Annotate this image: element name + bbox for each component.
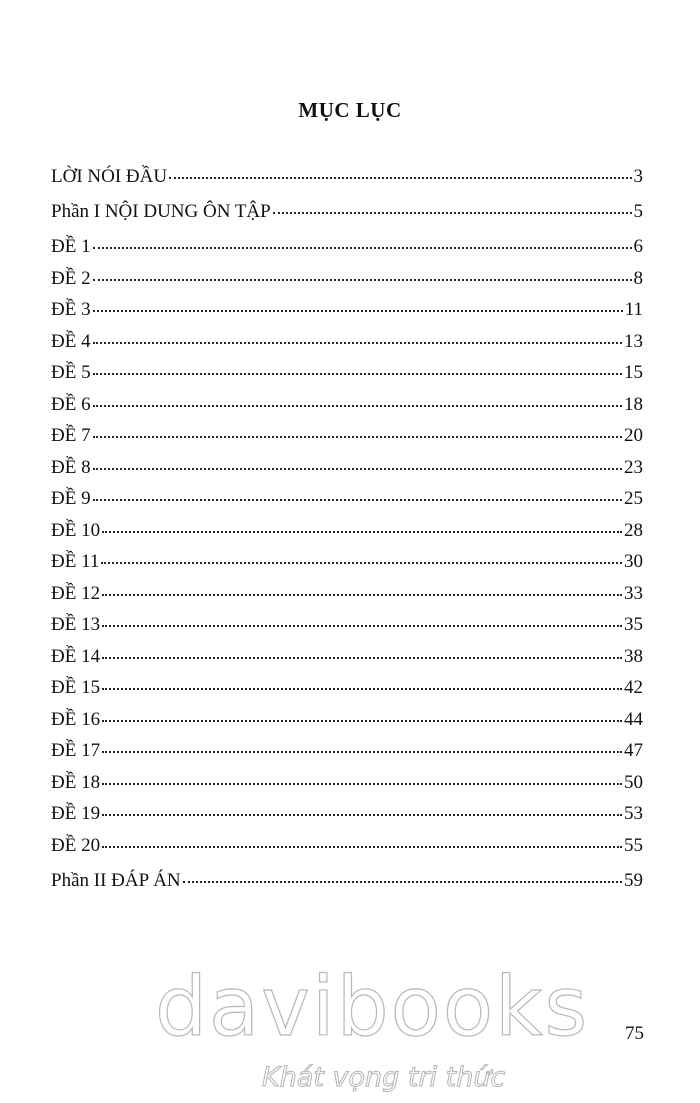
leader-dots — [93, 309, 623, 312]
toc-entry — [51, 614, 643, 646]
page-number: 75 — [625, 1023, 644, 1044]
toc-page: 30 — [624, 551, 643, 572]
toc-label: ĐỀ 16 — [51, 708, 101, 730]
leader-dots — [102, 845, 622, 848]
toc-entry — [51, 268, 643, 300]
page-title: MỤC LỤC — [298, 98, 402, 122]
toc-entry — [51, 425, 643, 457]
toc-label: ĐỀ 11 — [51, 551, 100, 572]
leader-dots — [102, 782, 622, 785]
toc-label: ĐỀ 19 — [51, 803, 101, 824]
toc-entry — [51, 709, 643, 741]
toc-page: 55 — [624, 834, 643, 856]
toc-entry — [51, 646, 643, 678]
toc-label: ĐỀ 5 — [51, 362, 91, 383]
leader-dots — [102, 719, 622, 722]
toc-entry — [51, 520, 643, 552]
toc-label: ĐỀ 1 — [51, 236, 91, 257]
toc-page: 18 — [624, 393, 643, 415]
leader-dots — [93, 404, 622, 407]
toc-page: 15 — [624, 362, 643, 383]
leader-dots — [93, 498, 622, 501]
toc-label: ĐỀ 18 — [51, 771, 101, 793]
toc-label: Phần I NỘI DUNG ÔN TẬP — [51, 201, 271, 222]
toc-label: LỜI NÓI ĐẦU — [51, 166, 168, 187]
toc-page: 11 — [624, 299, 643, 320]
toc-page: 33 — [624, 582, 643, 604]
leader-dots — [273, 211, 632, 214]
leader-dots — [93, 278, 632, 281]
toc-page: 35 — [624, 614, 643, 635]
leader-dots — [102, 656, 622, 659]
toc-entry — [51, 551, 643, 583]
table-of-contents — [51, 166, 643, 905]
toc-entry — [51, 488, 643, 520]
toc-label: ĐỀ 14 — [51, 645, 101, 667]
toc-page: 50 — [624, 771, 643, 793]
leader-dots — [102, 593, 622, 596]
toc-entry — [51, 236, 643, 268]
leader-dots — [102, 530, 622, 533]
toc-entry — [51, 299, 643, 331]
watermark-brand: davibooks — [155, 960, 590, 1055]
toc-page: 23 — [624, 456, 643, 478]
leader-dots — [101, 561, 622, 564]
leader-dots — [102, 687, 622, 690]
toc-page: 28 — [624, 519, 643, 541]
toc-page: 8 — [633, 267, 643, 289]
toc-page: 42 — [624, 677, 643, 698]
toc-entry — [51, 772, 643, 804]
leader-dots — [102, 624, 622, 627]
toc-page: 44 — [624, 708, 643, 730]
toc-page: 38 — [624, 645, 643, 667]
toc-page: 59 — [624, 870, 643, 891]
toc-label: ĐỀ 15 — [51, 677, 101, 698]
toc-entry — [51, 677, 643, 709]
toc-page: 25 — [624, 488, 643, 509]
toc-label: ĐỀ 3 — [51, 299, 91, 320]
toc-entry-part-1 — [51, 201, 643, 236]
toc-label: ĐỀ 6 — [51, 393, 91, 415]
toc-label: ĐỀ 9 — [51, 488, 91, 509]
toc-label: ĐỀ 4 — [51, 330, 91, 352]
toc-label: ĐỀ 20 — [51, 834, 101, 856]
toc-label: ĐỀ 13 — [51, 614, 101, 635]
toc-page: 6 — [633, 236, 643, 257]
toc-entry — [51, 394, 643, 426]
toc-entry — [51, 583, 643, 615]
toc-entry-preface — [51, 166, 643, 201]
toc-page: 13 — [624, 330, 643, 352]
leader-dots — [169, 176, 631, 179]
watermark-tagline: Khát vọng tri thức — [262, 1062, 506, 1093]
leader-dots — [93, 435, 622, 438]
leader-dots — [93, 341, 622, 344]
toc-page: 47 — [624, 740, 643, 761]
toc-entry — [51, 740, 643, 772]
toc-page: 53 — [624, 803, 643, 824]
leader-dots — [183, 880, 622, 883]
toc-page: 20 — [624, 425, 643, 446]
toc-label: ĐỀ 8 — [51, 456, 91, 478]
toc-page: 3 — [633, 166, 643, 187]
toc-entry — [51, 803, 643, 835]
leader-dots — [93, 246, 632, 249]
leader-dots — [102, 750, 622, 753]
toc-entry — [51, 331, 643, 363]
leader-dots — [93, 467, 622, 470]
leader-dots — [93, 372, 622, 375]
toc-entry — [51, 457, 643, 489]
toc-label: ĐỀ 2 — [51, 267, 91, 289]
leader-dots — [102, 813, 622, 816]
toc-label: ĐỀ 17 — [51, 740, 101, 761]
toc-entry-part-2 — [51, 870, 643, 905]
toc-page: 5 — [633, 201, 643, 222]
toc-label: ĐỀ 7 — [51, 425, 91, 446]
toc-label: Phần II ĐÁP ÁN — [51, 870, 181, 891]
toc-label: ĐỀ 12 — [51, 582, 101, 604]
toc-label: ĐỀ 10 — [51, 519, 101, 541]
toc-entry — [51, 362, 643, 394]
toc-entry — [51, 835, 643, 867]
